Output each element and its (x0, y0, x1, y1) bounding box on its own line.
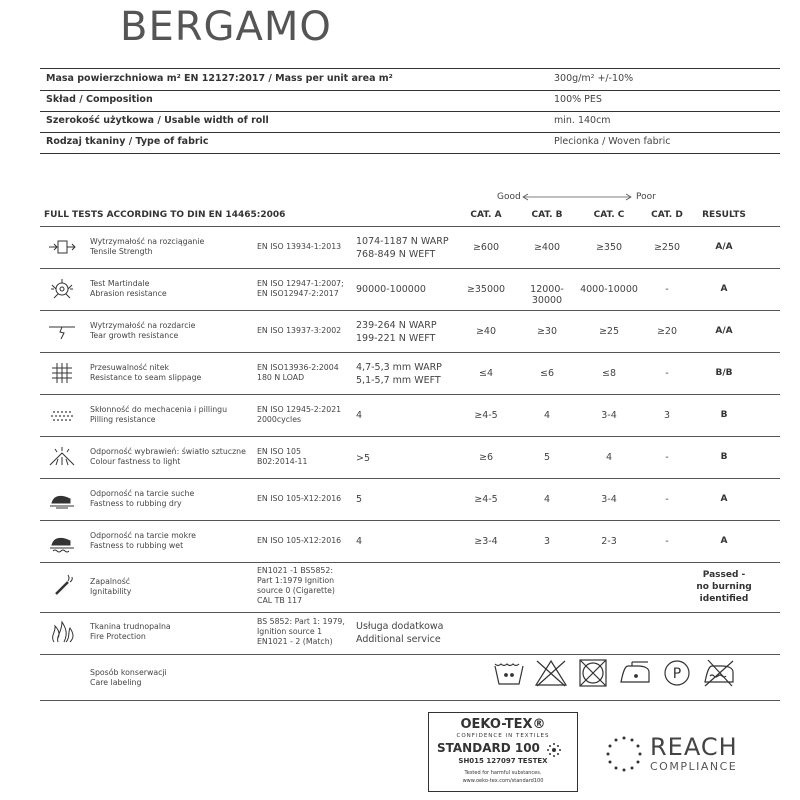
test-name: Wytrzymałość na rozciąganie Tensile Strength (90, 237, 205, 256)
ignitability-icon (48, 573, 76, 597)
test-standard: EN ISO 105 B02:2014-11 (257, 447, 308, 466)
test-name: Odporność na tarcie mokre Fastness to rubbing wet (90, 531, 196, 550)
row-divider (40, 562, 780, 563)
cat-a-header: CAT. A (470, 210, 502, 220)
test-result: A/A (715, 326, 733, 336)
test-name: Odporność na tarcie suche Fastness to rubbing dry (90, 489, 195, 508)
dry-clean-p-icon (660, 658, 694, 688)
cat-a-value: ≤4 (478, 368, 493, 379)
row-divider (40, 226, 780, 227)
test-standard: EN1021 -1 BS5852: Part 1:1979 Ignition source 0 (Cigarette) CAL TB 117 (257, 566, 335, 605)
cat-c-value: 3-4 (601, 410, 617, 421)
rubbing-wet-icon (48, 529, 76, 553)
test-value: 239-264 N WARP 199-221 N WEFT (356, 320, 437, 344)
test-name: Wytrzymałość na rozdarcie Tear growth resistance (90, 321, 196, 340)
test-standard: EN ISO 13937-3:2002 (257, 326, 342, 335)
cat-d-value: - (665, 536, 669, 547)
cat-c-value: 4000-10000 (580, 284, 638, 295)
spec-row (40, 90, 780, 112)
cat-d-value: - (665, 494, 669, 505)
test-name: Przesuwalność nitek Resistance to seam slippage (90, 363, 202, 382)
cat-b-value: 4 (543, 410, 551, 421)
oekotex-standard: STANDARD 100 (437, 741, 540, 755)
test-standard: EN ISO 12947-1:2007; EN ISO12947-2:2017 (257, 279, 344, 298)
cat-c-value: ≥350 (595, 242, 623, 253)
spec-label: Szerokość użytkowa / Usable width of roll (46, 115, 269, 126)
spec-value: 300g/m² +/-10% (554, 73, 634, 84)
reach-title: REACH (650, 733, 738, 761)
spec-value: min. 140cm (554, 115, 611, 126)
cat-d-value: - (665, 368, 669, 379)
oekotex-label (428, 712, 578, 792)
cat-d-header: CAT. D (651, 210, 683, 220)
cat-a-value: ≥3-4 (474, 536, 498, 547)
test-name: Test Martindale Abrasion resistance (90, 279, 167, 298)
cat-a-value: ≥4-5 (474, 494, 498, 505)
spec-label: Rodzaj tkaniny / Type of fabric (46, 136, 209, 147)
row-divider (40, 520, 780, 521)
spec-value: 100% PES (554, 94, 602, 105)
iron-low-icon (618, 658, 652, 688)
row-divider (40, 268, 780, 269)
cat-b-value: 5 (543, 452, 551, 463)
tear-growth-icon (48, 319, 76, 343)
test-name: Odporność wybrawień: światło sztuczne Colour fastness to light (90, 447, 246, 466)
cat-d-value: - (665, 452, 669, 463)
test-result: B/B (715, 368, 733, 378)
test-result: B (720, 410, 728, 420)
cat-c-value: 3-4 (601, 494, 617, 505)
spec-label: Skład / Composition (46, 94, 153, 105)
test-result: Passed - no burning identified (696, 570, 752, 604)
row-divider (40, 394, 780, 395)
test-standard: EN ISO 13934-1:2013 (257, 242, 342, 251)
test-value: Usługa dodatkowa Additional service (356, 621, 444, 645)
cat-c-value: ≥25 (598, 326, 620, 337)
wash-30-icon (492, 658, 526, 688)
test-value: 4 (356, 536, 363, 547)
oekotex-tested: Tested for harmful substances. (464, 770, 542, 776)
test-standard: EN ISO 105-X12:2016 (257, 494, 342, 503)
tensile-strength-icon (48, 235, 76, 259)
spec-row (40, 132, 780, 154)
cat-a-value: ≥4-5 (474, 410, 498, 421)
abrasion-icon (48, 277, 76, 301)
cat-b-header: CAT. B (531, 210, 563, 220)
cat-a-value: ≥6 (478, 452, 493, 463)
results-header: RESULTS (702, 210, 746, 220)
spec-value: Plecionka / Woven fabric (554, 136, 671, 147)
cat-c-value: 2-3 (601, 536, 617, 547)
no-wet-clean-icon (702, 658, 736, 688)
seam-slippage-icon (48, 361, 76, 385)
cat-b-value: 12000-30000 (530, 284, 564, 306)
poor-label: Poor (636, 192, 656, 202)
cat-b-value: 4 (543, 494, 551, 505)
spec-row (40, 69, 780, 91)
oekotex-subtitle: CONFIDENCE IN TEXTILES (456, 733, 550, 739)
cat-d-value: ≥20 (656, 326, 678, 337)
test-value: >5 (356, 453, 371, 464)
test-value: 4 (356, 410, 363, 421)
test-standard: EN ISO13936-2:2004 180 N LOAD (257, 363, 339, 382)
test-result: A (720, 536, 728, 546)
reach-stars-icon (604, 734, 644, 774)
cat-b-value: ≥30 (536, 326, 558, 337)
row-divider (40, 700, 780, 701)
row-divider (40, 654, 780, 655)
test-result: B (720, 452, 728, 462)
cat-c-value: ≤8 (601, 368, 616, 379)
test-value: 90000-100000 (356, 284, 426, 295)
oekotex-brand: OEKO-TEX® (460, 717, 546, 732)
cat-d-value: ≥250 (653, 242, 681, 253)
svg-text:P: P (672, 666, 682, 682)
row-divider (40, 612, 780, 613)
test-result: A (720, 494, 728, 504)
test-name: Sposób konserwacji Care labeling (90, 668, 167, 687)
page-title: BERGAMO (120, 4, 332, 50)
good-label: Good (497, 192, 521, 202)
cat-c-value: 4 (605, 452, 613, 463)
test-result: A/A (715, 242, 733, 252)
oekotex-seal-icon (546, 742, 562, 758)
oekotex-url: www.oeko-tex.com/standard100 (462, 778, 544, 784)
cat-b-value: ≥400 (533, 242, 561, 253)
row-divider (40, 478, 780, 479)
good-poor-arrow-icon (520, 192, 634, 202)
spec-row (40, 111, 780, 133)
test-result: A (720, 284, 728, 294)
no-tumble-dry-icon (576, 658, 610, 688)
test-value: 1074-1187 N WARP 768-849 N WEFT (356, 236, 449, 260)
cat-c-header: CAT. C (593, 210, 625, 220)
light-fastness-icon (48, 445, 76, 469)
test-standard: BS 5852: Part 1: 1979, Ignition source 1 EN1021 - 2 (Match) (257, 617, 345, 646)
test-value: 4,7-5,3 mm WARP 5,1-5,7 mm WEFT (356, 362, 442, 386)
reach-subtitle: COMPLIANCE (650, 760, 738, 773)
cat-a-value: ≥35000 (466, 284, 506, 295)
cat-b-value: 3 (543, 536, 551, 547)
no-bleach-icon (534, 658, 568, 688)
test-value: 5 (356, 494, 363, 505)
cat-d-value: - (665, 284, 669, 295)
test-standard: EN ISO 105-X12:2016 (257, 536, 342, 545)
spec-label: Masa powierzchniowa m² EN 12127:2017 / Mass per unit area m² (46, 73, 393, 84)
test-name: Zapalność Ignitability (90, 577, 132, 596)
cat-a-value: ≥40 (475, 326, 497, 337)
row-divider (40, 310, 780, 311)
test-name: Tkanina trudnopalna Fire Protection (90, 622, 171, 641)
row-divider (40, 436, 780, 437)
oekotex-code: SH015 127097 TESTEX (458, 757, 548, 765)
tests-title: FULL TESTS ACCORDING TO DIN EN 14465:2006 (44, 210, 286, 220)
cat-a-value: ≥600 (472, 242, 500, 253)
pilling-icon (48, 403, 76, 427)
cat-b-value: ≤6 (539, 368, 554, 379)
cat-d-value: 3 (663, 410, 671, 421)
test-standard: EN ISO 12945-2:2021 2000cycles (257, 405, 342, 424)
rubbing-dry-icon (48, 487, 76, 511)
row-divider (40, 352, 780, 353)
test-name: Skłonność do mechacenia i pillingu Pilling resistance (90, 405, 228, 424)
fire-protection-icon (48, 620, 76, 644)
